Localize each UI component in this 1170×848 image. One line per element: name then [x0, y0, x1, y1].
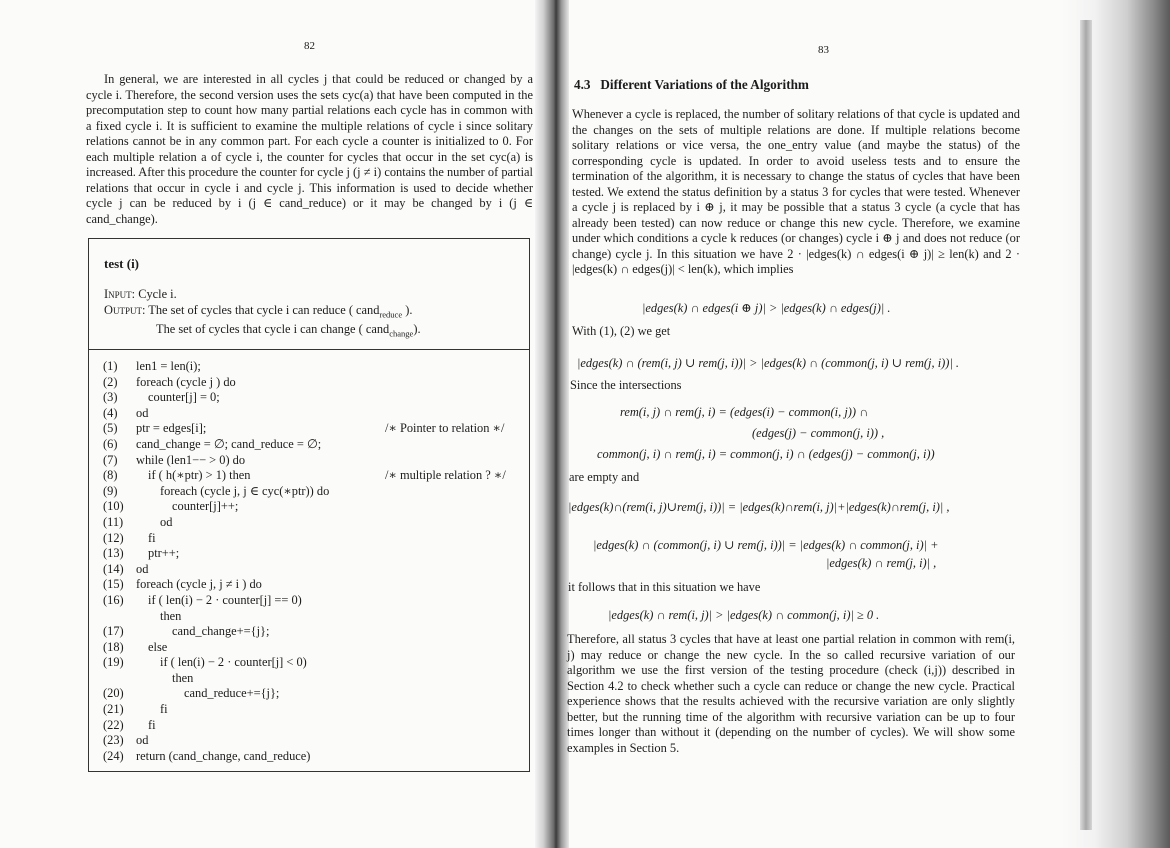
algorithm-line	[89, 499, 529, 515]
line-number: (7)	[103, 452, 118, 467]
output-text-2: The set of cycles that cycle i can change ( cand	[156, 322, 390, 337]
algorithm-line	[89, 640, 529, 656]
equation-4: |edges(k)∩(rem(i, j)∪rem(j, i))| = |edges(k)∩rem(i, j)|+|edges(k)∩rem(j, i)| ,	[568, 500, 950, 514]
right-paragraph-1: Whenever a cycle is replaced, the number of solitary relations of that cycle is updated and the changes on the sets of multiple relations are done. If multiple relations become solitary relations or vice versa, the one_entry value (and maybe the status) of the corresponding cycle is updated. In order to avoid useless tests and to ensure the termination of the algorithm, it is necessary to change the status of cycles that have been tested. We extend the status definition by a status 3 for cycles that were tested. Whenever a cycle j is replaced by i ⊕ j, it may be possible that a status 3 cycle (a cycle that has already been tested) can now reduce or change this new cycle. Therefore, we examine under which conditions a cycle k reduces (or changes) cycle i ⊕ j and does not reduce (or change) cycle j. In this situation we have 2 · |edges(k) ∩ edges(i ⊕ j)| ≥ len(k) and 2 · |edges(k) ∩ edges(j)| < len(k), which implies	[572, 107, 1020, 276]
line-code: if ( len(i) − 2 · counter[j] == 0)	[148, 592, 302, 607]
since-text: Since the intersections	[570, 378, 682, 392]
right-paragraph-2: Therefore, all status 3 cycles that have at least one partial relation in common with rem(i, j) may reduce or change the new cycle. In the so called recursive variation of our algorithm we use the first version of the testing procedure (check (i,j)) described in Section 4.2 to check whether such a cycle can reduce or change the new cycle. Practical experience shows that the results achieved with the recursive variation are only slightly better, but the running time of the algorithm with recursive variation can be up to four times longer than without it (depending on the number of cycles). We will show some examples in Section 5.	[567, 632, 1015, 755]
page-edge-shadow	[1062, 0, 1170, 848]
line-code: foreach (cycle j, j ∈ cyc(∗ptr)) do	[160, 483, 330, 498]
algorithm-input-line	[104, 287, 421, 303]
book-gutter-shadow	[535, 0, 569, 848]
algorithm-line	[89, 484, 529, 500]
line-comment: /∗ multiple relation ? ∗/	[385, 468, 506, 483]
line-number: (14)	[103, 561, 124, 576]
equation-3b: (edges(j) − common(j, i)) ,	[752, 426, 885, 440]
algorithm-line	[89, 593, 529, 609]
line-code: while (len1−− > 0) do	[136, 452, 246, 467]
line-code: fi	[148, 717, 156, 732]
output-end-1: ).	[402, 302, 413, 317]
line-code: counter[j] = 0;	[148, 390, 220, 405]
algorithm-line	[89, 375, 529, 391]
equation-2: |edges(k) ∩ (rem(i, j) ∪ rem(j, i))| > |edges(k) ∩ (common(j, i) ∪ rem(j, i))| .	[577, 356, 959, 370]
line-number: (24)	[103, 748, 124, 763]
line-code: cand_change+={j};	[172, 624, 270, 639]
line-number: (5)	[103, 421, 118, 436]
algorithm-line	[89, 468, 529, 484]
line-number: (3)	[103, 390, 118, 405]
right-page-number: 83	[818, 44, 829, 56]
algorithm-line	[89, 702, 529, 718]
line-number: (15)	[103, 577, 124, 592]
line-code: if ( len(i) − 2 · counter[j] < 0)	[160, 655, 307, 670]
algorithm-line	[89, 686, 529, 702]
line-number: (8)	[103, 468, 118, 483]
line-number: (12)	[103, 530, 124, 545]
line-number: (18)	[103, 639, 124, 654]
algorithm-line	[89, 453, 529, 469]
line-number: (9)	[103, 483, 118, 498]
line-comment: /∗ Pointer to relation ∗/	[385, 421, 505, 436]
equation-5b: |edges(k) ∩ rem(j, i)| ,	[826, 556, 937, 570]
equation-1: |edges(k) ∩ edges(i ⊕ j)| > |edges(k) ∩ edges(j)| .	[642, 301, 891, 315]
input-label: Input:	[104, 287, 136, 301]
left-paragraph-text: In general, we are interested in all cycles j that could be reduced or changed by a cycle i. Therefore, the second version uses the sets cyc(a) that have been computed in the precomputation step to count how many partial relations each cycle has in common with a fixed cycle i. It is sufficient to examine the multiple relations of cycle i since solitary relations cannot be in any common part. For each cycle a counter is initialized to 0. For each multiple relation a of cycle i, the counter for cycles that occur in the set cyc(a) is increased. After this procedure the counter for cycle j (j ≠ i) contains the number of partial relations that occur in cycle i and cycle j. This information is used to decide whether cycle j can be reduced by i (j ∈ cand_reduce) or it may be changed by i (j ∈ cand_change).	[86, 72, 533, 226]
algorithm-line	[89, 577, 529, 593]
algorithm-line	[89, 733, 529, 749]
line-code: cand_change = ∅; cand_reduce = ∅;	[136, 436, 322, 451]
output-end-2: ).	[413, 322, 421, 337]
equation-3a: rem(i, j) ∩ rem(j, i) = (edges(i) − common(i, j)) ∩	[620, 405, 869, 419]
algorithm-line	[89, 609, 529, 625]
line-number: (6)	[103, 436, 118, 451]
line-code: od	[136, 405, 149, 420]
algorithm-line	[89, 655, 529, 671]
equation-3c: common(j, i) ∩ rem(j, i) = common(j, i) ∩ (edges(j) − common(j, i))	[597, 447, 935, 461]
page-edge-strip	[1080, 20, 1092, 830]
output-sub-1: reduce	[379, 308, 403, 319]
algorithm-lines	[89, 359, 529, 764]
line-code: od	[160, 514, 173, 529]
algorithm-line	[89, 421, 529, 437]
algorithm-divider	[89, 349, 529, 350]
line-number: (19)	[103, 655, 124, 670]
equation-5a: |edges(k) ∩ (common(j, i) ∪ rem(j, i))| = |edges(k) ∩ common(j, i)| +	[593, 538, 939, 552]
algorithm-line	[89, 718, 529, 734]
section-number: 4.3	[574, 77, 591, 92]
line-code: then	[160, 608, 182, 623]
line-number: (10)	[103, 499, 124, 514]
line-number: (11)	[103, 514, 124, 529]
algorithm-title: test (i)	[104, 256, 140, 271]
line-code: len1 = len(i);	[136, 359, 201, 373]
line-code: counter[j]++;	[172, 499, 239, 514]
algorithm-line	[89, 390, 529, 406]
line-code: return (cand_change, cand_reduce)	[136, 748, 311, 763]
line-number: (23)	[103, 733, 124, 748]
algorithm-io	[104, 287, 421, 342]
section-title: Different Variations of the Algorithm	[600, 77, 809, 92]
line-number: (22)	[103, 717, 124, 732]
output-label: Output:	[104, 302, 146, 317]
follows-text: it follows that in this situation we have	[568, 580, 761, 594]
line-code: if ( h(∗ptr) > 1) then	[148, 468, 251, 483]
line-code: cand_reduce+={j};	[184, 686, 280, 701]
algorithm-output-line-2	[104, 322, 421, 342]
algorithm-line	[89, 624, 529, 640]
empty-text: are empty and	[569, 470, 640, 484]
line-code: fi	[148, 530, 156, 545]
line-number: (1)	[103, 359, 118, 373]
line-number: (13)	[103, 546, 124, 561]
output-sub-2: change	[389, 328, 414, 339]
line-number: (21)	[103, 702, 124, 717]
left-page-number: 82	[304, 40, 315, 52]
algorithm-line	[89, 406, 529, 422]
input-text: Cycle i.	[138, 287, 177, 301]
algorithm-line	[89, 437, 529, 453]
line-number: (17)	[103, 624, 124, 639]
line-number: (4)	[103, 405, 118, 420]
algorithm-line	[89, 749, 529, 765]
algorithm-line	[89, 546, 529, 562]
algorithm-line	[89, 562, 529, 578]
line-code: then	[172, 670, 194, 685]
line-number: (2)	[103, 374, 118, 389]
line-code: od	[136, 561, 149, 576]
line-code: ptr++;	[148, 546, 180, 561]
algorithm-line	[89, 671, 529, 687]
algorithm-line	[89, 359, 529, 375]
output-text-1: The set of cycles that cycle i can reduce ( cand	[148, 302, 380, 317]
line-code: od	[136, 733, 149, 748]
equation-6: |edges(k) ∩ rem(i, j)| > |edges(k) ∩ common(j, i)| ≥ 0 .	[608, 608, 880, 622]
section-heading	[574, 77, 809, 93]
line-code: fi	[160, 702, 168, 717]
with-text: With (1), (2) we get	[572, 324, 671, 338]
algorithm-line	[89, 515, 529, 531]
line-number: (16)	[103, 592, 124, 607]
line-code: foreach (cycle j, j ≠ i ) do	[136, 577, 262, 592]
algorithm-box	[88, 238, 530, 772]
line-code: foreach (cycle j ) do	[136, 374, 236, 389]
line-code: ptr = edges[i];	[136, 421, 207, 436]
algorithm-line	[89, 531, 529, 547]
left-intro-paragraph	[86, 72, 533, 227]
algorithm-output-line	[104, 303, 421, 323]
line-number: (20)	[103, 686, 124, 701]
line-code: else	[148, 639, 168, 654]
